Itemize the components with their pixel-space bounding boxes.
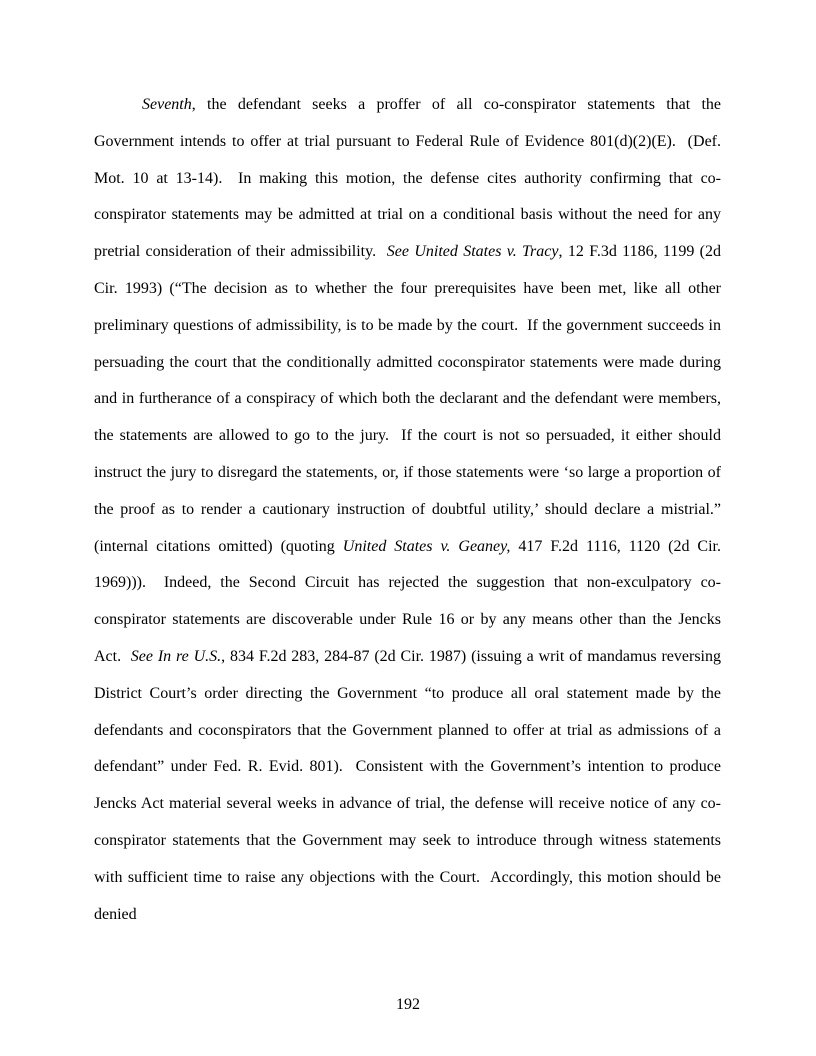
body-text-block	[94, 87, 721, 933]
italic-text-run: See United States v. Tracy	[386, 243, 559, 261]
body-text-run: 417 F.2d 1116, 1120 (2d Cir. 1969))). Indeed, the Second Circuit has rejected the suggestion that non-exculpatory co-conspirator statements are discoverable under Rule 16 or by any means other than the Jencks Act.	[94, 537, 721, 665]
body-paragraph	[94, 87, 721, 933]
italic-text-run: See In re U.S.	[130, 647, 222, 665]
body-text-run: , 834 F.2d 283, 284-87 (2d Cir. 1987) (issuing a writ of mandamus reversing District Court’s order directing the Government “to produce all oral statement made by the defendants and coconspirators that the Government planned to offer at trial as admissions of a defendant” under Fed. R. Evid. 801). Consistent with the Government’s intention to produce Jencks Act material several weeks in advance of trial, the defense will receive notice of any co-conspirator statements that the Government may seek to introduce through witness statements with sufficient time to raise any objections with the Court. Accordingly, this motion should be denied	[94, 647, 722, 923]
italic-text-run: United States v. Geaney,	[342, 537, 511, 555]
body-text-run: , 12 F.3d 1186, 1199 (2d Cir. 1993) (“The decision as to whether the four prerequisites have been met, like all other preliminary questions of admissibility, is to be made by the court. If the government succeeds in persuading the court that the conditionally admitted coconspirator statements were made during and in furtherance of a conspiracy of which both the declarant and the defendant were members, the statements are allowed to go to the jury. If the court is not so persuaded, it either should instruct the jury to disregard the statements, or, if those statements were ‘so large a proportion of the proof as to render a cautionary instruction of doubtful utility,’ should declare a mistrial.” (internal citations omitted) (quoting	[94, 243, 722, 555]
italic-text-run: Seventh	[142, 96, 192, 113]
page-number: 192	[396, 996, 420, 1013]
body-text-run: , the defendant seeks a proffer of all co-conspirator statements that the Government intends to offer at trial pursuant to Federal Rule of Evidence 801(d)(2)(E). (Def. Mot. 10 at 13-14). In making this motion, the defense cites authority confirming that co-conspirator statements may be admitted at trial on a conditional basis without the need for any pretrial consideration of their admissibility.	[94, 96, 721, 261]
